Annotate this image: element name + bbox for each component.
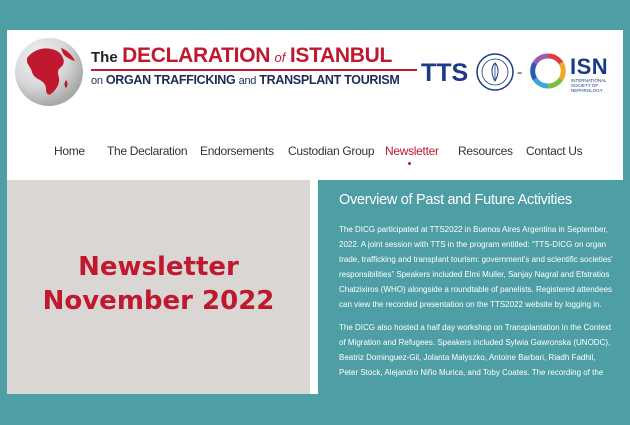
nav-custodian-group[interactable]: Custodian Group — [288, 144, 375, 158]
nav-contact-us[interactable]: Contact Us — [526, 144, 583, 158]
newsletter-title-line1: Newsletter — [78, 252, 239, 282]
activities-paragraph: The DICG also hosted a half day workshop on Transplantation in the Context of Migration and Refugees. Speakers included Sylwia Gawronska (UNODC), Beatriz Dominguez-Gil, Jolanta Malyszko, Antoine Barbari, Riadh Fadhil, Peter Stock, Alejandro Niño Murica, and Toby Coates. The recording of the — [339, 323, 612, 377]
isn-logo[interactable]: ISN — [570, 54, 609, 79]
activities-paragraph: The DICG participated at TTS2022 in Buenos Aires Argentina in September, 2022. A joint session with TTS in the program entitled: “TTS-DICG on organ trade, trafficking and transplant tourism: government's and scientific societies' responsibilities” Speakers included Elmi Muller, Sanjay Nagral and Efstratios Chatzixiros (WHO) alongside a roundtable of panelists. Registered attendees can view the recorded presentation on the TTS2022 website by logging in. — [339, 225, 613, 309]
title-divider — [91, 69, 417, 71]
newsletter-banner — [7, 180, 310, 394]
newsletter-title — [7, 250, 310, 318]
newsletter-title-line2: November 2022 — [42, 286, 275, 316]
activities-panel — [318, 180, 623, 394]
title-istanbul: ISTANBUL — [289, 44, 393, 67]
tts-logo[interactable]: TTS — [421, 59, 469, 87]
site-title[interactable] — [91, 44, 421, 87]
nav-endorsements[interactable]: Endorsements — [200, 144, 274, 158]
site-header — [7, 30, 623, 120]
main-nav — [7, 134, 623, 174]
nav-the-declaration[interactable]: The Declaration — [107, 144, 188, 158]
nav-resources[interactable]: Resources — [458, 144, 513, 158]
nav-active-indicator — [408, 162, 411, 165]
title-the: The — [91, 49, 118, 66]
globe-logo-icon[interactable] — [13, 36, 85, 108]
nav-home[interactable]: Home — [54, 144, 85, 158]
title-declaration: DECLARATION — [122, 44, 271, 67]
isn-ring-icon[interactable] — [530, 53, 566, 89]
tts-seal-icon[interactable] — [475, 52, 515, 92]
activities-heading: Overview of Past and Future Activities — [339, 192, 572, 208]
title-of: of — [274, 50, 286, 65]
isn-subtitle: INTERNATIONAL SOCIETY OF NEPHROLOGY — [571, 78, 607, 93]
site-subtitle: on ORGAN TRAFFICKING and TRANSPLANT TOURISM — [91, 73, 400, 87]
page-frame — [7, 30, 623, 394]
nav-newsletter[interactable]: Newsletter — [385, 144, 439, 158]
activities-body — [339, 222, 615, 388]
logo-separator: - — [517, 64, 523, 81]
